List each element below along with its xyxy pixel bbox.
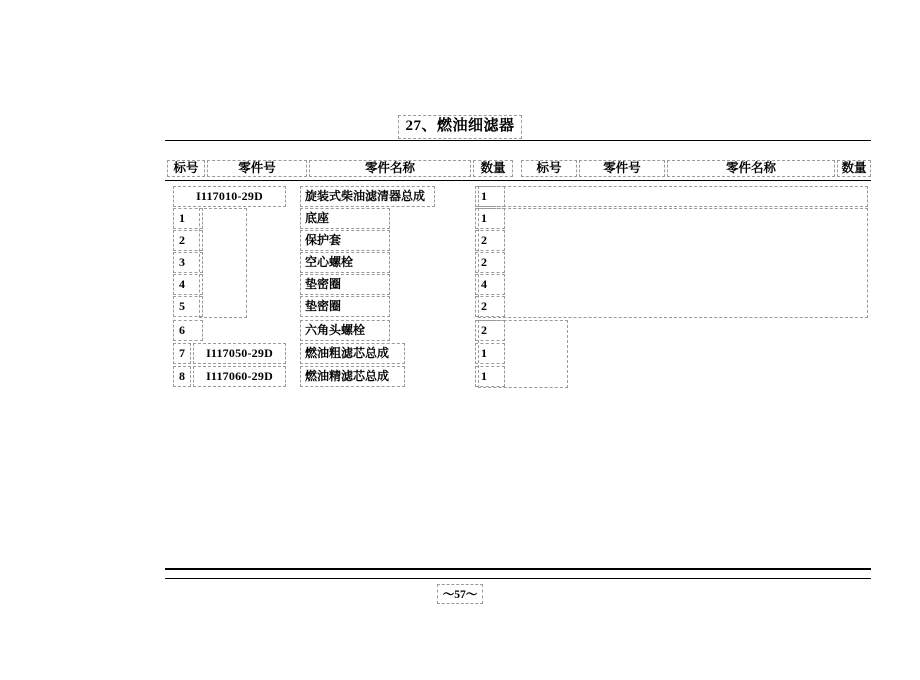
table-row: 保护套	[300, 230, 390, 251]
part-number-blank-block	[199, 208, 247, 318]
header-part-number-right: 零件号	[579, 160, 665, 177]
table-row: 燃油粗滤芯总成	[300, 343, 405, 364]
title-divider	[165, 140, 871, 141]
table-row: 1	[475, 366, 505, 387]
header-part-number-left: 零件号	[207, 160, 307, 177]
table-row: 旋装式柴油滤清器总成	[300, 186, 435, 207]
table-row: 1	[173, 208, 203, 229]
table-row: 3	[173, 252, 203, 273]
page-number-container	[0, 584, 920, 604]
header-part-name-left: 零件名称	[309, 160, 471, 177]
table-row: 1	[475, 343, 505, 364]
header-divider	[165, 180, 871, 181]
header-quantity-right: 数量	[837, 160, 871, 177]
table-row: 2	[475, 230, 505, 251]
table-row: 1	[475, 208, 505, 229]
table-row: 底座	[300, 208, 390, 229]
header-quantity-left: 数量	[473, 160, 513, 177]
table-row: 2	[475, 252, 505, 273]
table-row: 6	[173, 320, 203, 341]
table-row: 燃油精滤芯总成	[300, 366, 405, 387]
table-row: I117010-29D	[173, 186, 286, 207]
header-index-right: 标号	[521, 160, 577, 177]
table-row: 1	[475, 186, 505, 207]
table-row: 5	[173, 296, 203, 317]
table-row: 垫密圈	[300, 274, 390, 295]
table-row: I117050-29D	[193, 343, 286, 364]
table-row: 2	[475, 296, 505, 317]
table-row: 空心螺栓	[300, 252, 390, 273]
table-row: 4	[173, 274, 203, 295]
table-row: 7	[173, 343, 191, 364]
table-row: 8	[173, 366, 191, 387]
footer-divider-thick	[165, 568, 871, 570]
footer-divider-thin	[165, 578, 871, 579]
page-number: ～57～	[437, 584, 484, 604]
header-index-left: 标号	[167, 160, 205, 177]
table-row: I117060-29D	[193, 366, 286, 387]
row-extension-block	[478, 186, 868, 207]
table-row: 2	[173, 230, 203, 251]
table-row: 六角头螺栓	[300, 320, 390, 341]
table-row: 垫密圈	[300, 296, 390, 317]
right-side-blank-block	[478, 208, 868, 318]
page-title: 27、燃油细滤器	[398, 115, 521, 139]
page-title-container	[0, 115, 920, 139]
table-row: 4	[475, 274, 505, 295]
right-side-blank-block-small	[478, 320, 568, 388]
header-part-name-right: 零件名称	[667, 160, 835, 177]
table-row: 2	[475, 320, 505, 341]
